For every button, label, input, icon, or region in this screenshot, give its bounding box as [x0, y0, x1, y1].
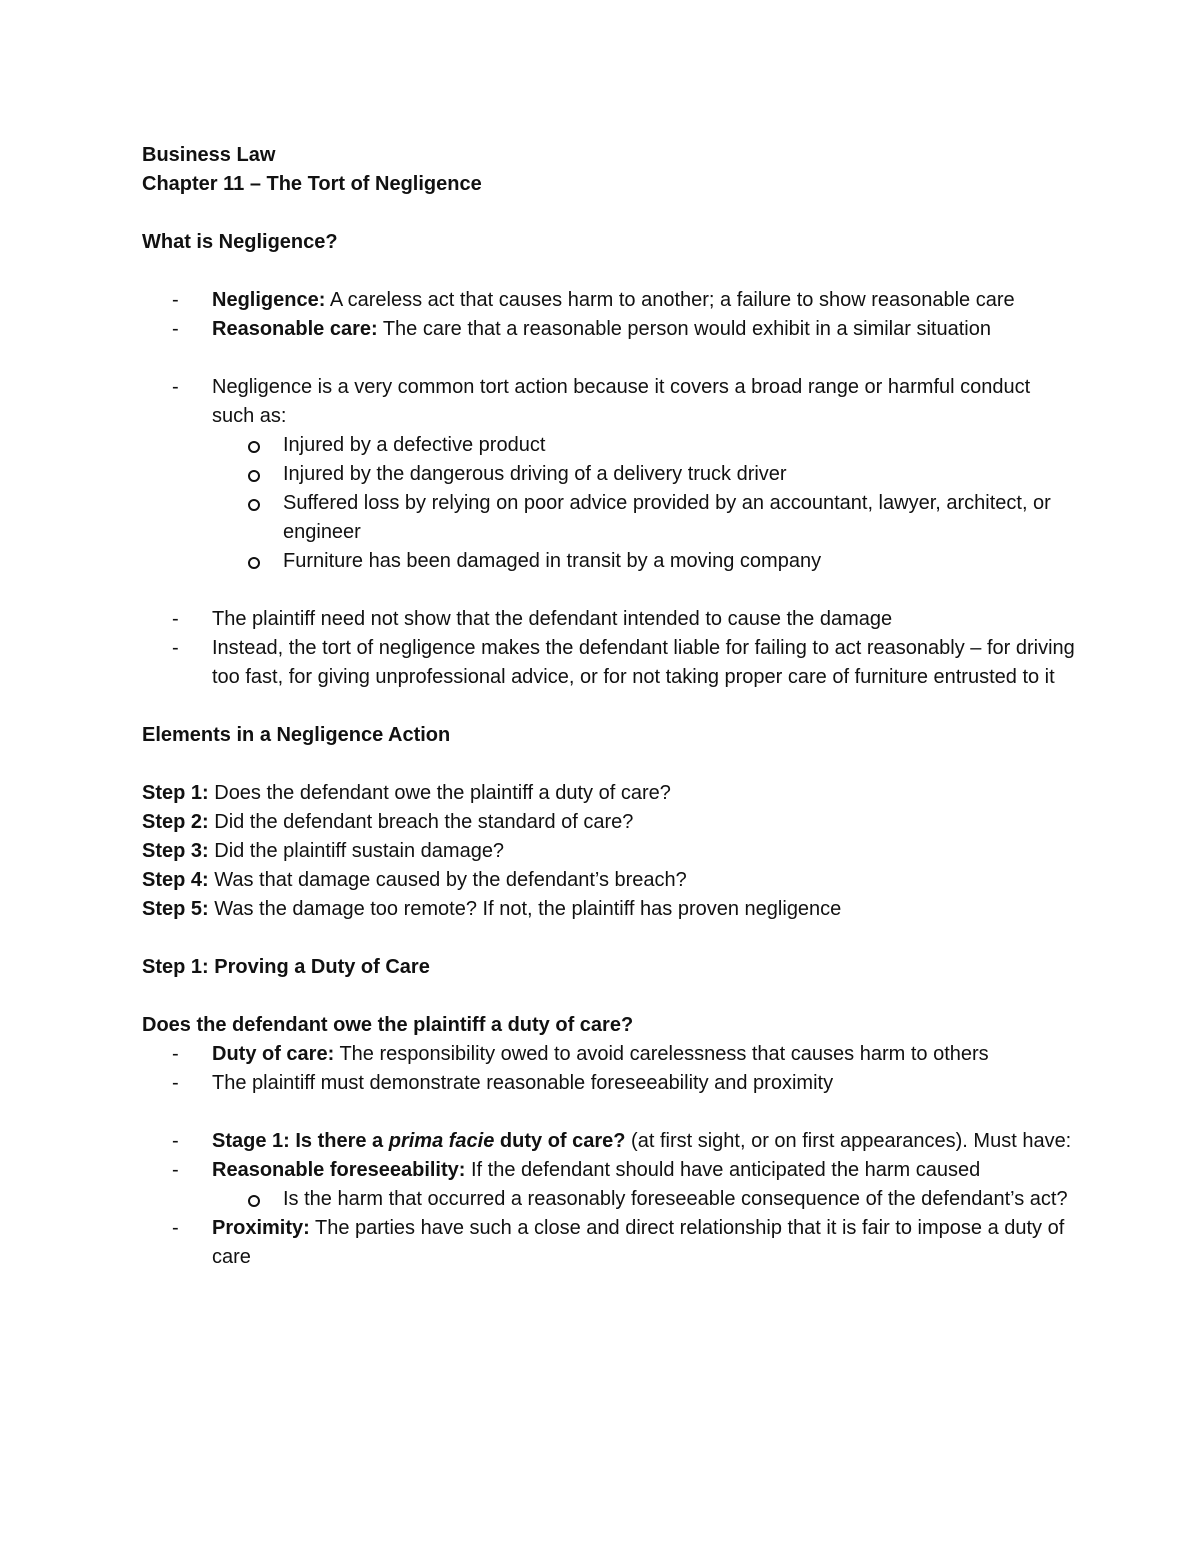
stage1-label-end: duty of care?	[494, 1130, 626, 1152]
step-label: Step 3:	[142, 840, 209, 862]
list-item	[142, 634, 1077, 692]
step-label: Step 1:	[142, 782, 209, 804]
definition-text: If the defendant should have anticipated the harm caused	[465, 1159, 981, 1181]
step-text: Was that damage caused by the defendant’s breach?	[208, 869, 687, 891]
definition-text: The responsibility owed to avoid carelessness that causes harm to others	[334, 1043, 989, 1065]
list-item	[142, 286, 1077, 315]
dash-bullet: -	[172, 1072, 179, 1094]
step-line	[142, 808, 1077, 837]
step-line	[142, 895, 1077, 924]
sub-list-item	[142, 460, 1077, 489]
circle-bullet-icon	[248, 441, 260, 453]
list-text: Furniture has been damaged in transit by a moving company	[283, 550, 822, 572]
dash-bullet: -	[172, 1217, 179, 1239]
dash-bullet: -	[172, 608, 179, 630]
list-item	[142, 1156, 1077, 1185]
dash-bullet: -	[172, 1130, 179, 1152]
step-line	[142, 779, 1077, 808]
spacer	[142, 750, 1077, 779]
list-item	[142, 373, 1077, 431]
definition-text: The parties have such a close and direct relationship that it is fair to impose a duty of care	[212, 1217, 1065, 1268]
list-text: Injured by the dangerous driving of a delivery truck driver	[283, 463, 787, 485]
list-item	[142, 1214, 1077, 1272]
definition-text: The care that a reasonable person would exhibit in a similar situation	[377, 318, 991, 340]
circle-bullet-icon	[248, 557, 260, 569]
circle-bullet-icon	[248, 1195, 260, 1207]
step-text: Did the defendant breach the standard of care?	[208, 811, 634, 833]
sub-list-item	[142, 547, 1077, 576]
step-label: Step 5:	[142, 898, 209, 920]
term-reasonable-care: Reasonable care:	[212, 318, 378, 340]
list-item	[142, 1127, 1077, 1156]
list-item	[142, 1040, 1077, 1069]
spacer	[142, 576, 1077, 605]
chapter-title: Chapter 11 – The Tort of Negligence	[142, 173, 482, 195]
circle-bullet-icon	[248, 470, 260, 482]
prima-facie-term: prima facie	[388, 1130, 495, 1152]
stage1-text: (at first sight, or on first appearances). Must have:	[625, 1130, 1072, 1152]
sub-list-item	[142, 431, 1077, 460]
document-title: Business Law	[142, 144, 276, 166]
dash-bullet: -	[172, 289, 179, 311]
spacer	[142, 1098, 1077, 1127]
list-item	[142, 1069, 1077, 1098]
definition-text: A careless act that causes harm to another; a failure to show reasonable care	[325, 289, 1015, 311]
sub-list-item	[142, 1185, 1077, 1214]
spacer	[142, 924, 1077, 953]
term-proximity: Proximity:	[212, 1217, 310, 1239]
document-page	[142, 141, 1077, 1272]
list-text: The plaintiff need not show that the defendant intended to cause the damage	[212, 608, 893, 630]
sub-list-item	[142, 489, 1077, 547]
list-text: Negligence is a very common tort action because it covers a broad range or harmful conduct such as:	[212, 376, 1031, 427]
section-heading-what-is: What is Negligence?	[142, 231, 338, 253]
spacer	[142, 257, 1077, 286]
list-text: Instead, the tort of negligence makes the defendant liable for failing to act reasonably – for driving too fast, for giving unprofessional advice, or for not taking proper care of furniture entrusted to it	[212, 637, 1075, 688]
step-label: Step 2:	[142, 811, 209, 833]
circle-bullet-icon	[248, 499, 260, 511]
stage1-label: Stage 1: Is there a	[212, 1130, 389, 1152]
list-text: Injured by a defective product	[283, 434, 546, 456]
section-heading-step1: Step 1: Proving a Duty of Care	[142, 956, 430, 978]
spacer	[142, 692, 1077, 721]
step-line	[142, 866, 1077, 895]
step-line	[142, 837, 1077, 866]
term-foreseeability: Reasonable foreseeability:	[212, 1159, 466, 1181]
step-label: Step 4:	[142, 869, 209, 891]
dash-bullet: -	[172, 318, 179, 340]
section-question: Does the defendant owe the plaintiff a duty of care?	[142, 1014, 634, 1036]
spacer	[142, 982, 1077, 1011]
dash-bullet: -	[172, 637, 179, 659]
term-duty-of-care: Duty of care:	[212, 1043, 335, 1065]
step-text: Does the defendant owe the plaintiff a duty of care?	[208, 782, 671, 804]
dash-bullet: -	[172, 1043, 179, 1065]
section-heading-elements: Elements in a Negligence Action	[142, 724, 451, 746]
step-text: Was the damage too remote? If not, the plaintiff has proven negligence	[208, 898, 842, 920]
list-text: Suffered loss by relying on poor advice provided by an accountant, lawyer, architect, or engineer	[283, 492, 1051, 543]
spacer	[142, 199, 1077, 228]
list-text: Is the harm that occurred a reasonably foreseeable consequence of the defendant’s act?	[283, 1188, 1068, 1210]
dash-bullet: -	[172, 376, 179, 398]
step-text: Did the plaintiff sustain damage?	[208, 840, 505, 862]
spacer	[142, 344, 1077, 373]
list-text: The plaintiff must demonstrate reasonable foreseeability and proximity	[212, 1072, 834, 1094]
list-item	[142, 315, 1077, 344]
dash-bullet: -	[172, 1159, 179, 1181]
term-negligence: Negligence:	[212, 289, 326, 311]
list-item	[142, 605, 1077, 634]
